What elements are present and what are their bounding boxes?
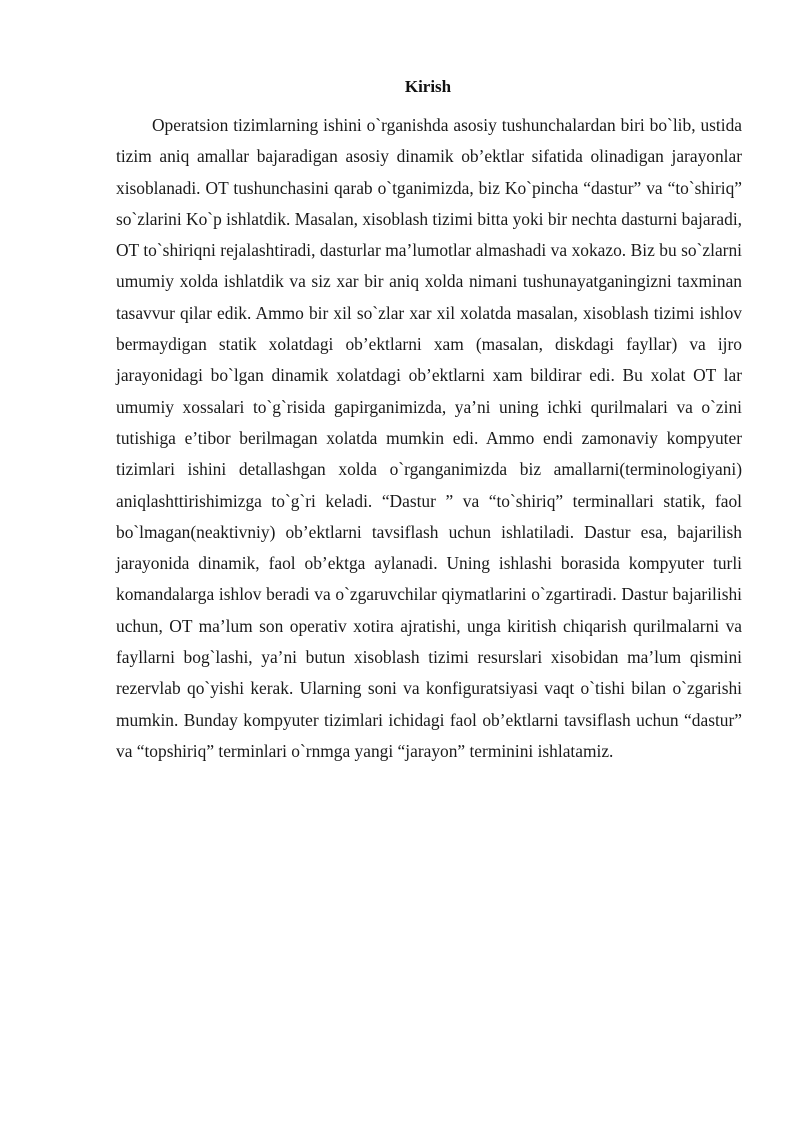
page-title: Kirish (404, 77, 452, 96)
body-paragraph: Operatsion tizimlarning ishini o`rganishda asosiy tushunchalardan biri bo`lib, ustida tizim aniq amallar bajaradigan asosiy dinamik ob’ektlar sifatida olinadigan jarayonlar xisoblanadi. OT tushunchasini qarab o`tganimizda, biz Ko`pincha “dastur” va “to`shiriq” so`zlarini Ko`p ishlatdik. Masalan, xisoblash tizimi bitta yoki bir nechta dasturni bajaradi, OT to`shiriqni rejalashtiradi, dasturlar ma’lumotlar almashadi va xokazo. Biz bu so`zlarni umumiy xolda ishlatdik va siz xar bir aniq xolda nimani tushunayatganingizni taxminan tasavvur qilar edik. Ammo bir xil so`zlar xar xil xolatda masalan, xisoblash tizimi ishlov bermaydigan statik xolatdagi ob’ektlarni xam (masalan, diskdagi fayllar) va ijro jarayonidagi bo`lgan dinamik xolatdagi ob’ektlarni xam bildirar edi. Bu xolat OT lar umumiy xossalari to`g`risida gapirganimizda, ya’ni uning ichki qurilmalari va o`zini tutishiga e’tibor berilmagan xolatda mumkin edi. Ammo endi zamonaviy kompyuter tizimlari ishini detallashgan xolda o`rganganimizda biz amallarni(terminologiyani) aniqlashttirishimizga to`g`ri keladi. “Dastur ” va “to`shiriq” terminallari statik, faol bo`lmagan(neaktivniy) ob’ektlarni tavsiflash uchun ishlatiladi. Dastur esa, bajarilish jarayonida dinamik, faol ob’ektga aylanadi. Uning ishlashi borasida kompyuter turli komandalarga ishlov beradi va o`zgaruvchilar qiymatlarini o`zgartiradi. Dastur bajarilishi uchun, OT ma’lum son operativ xotira ajratishi, unga kiritish chiqarish qurilmalarni va fayllarni bog`lashi, ya’ni butun xisoblash tizimi resurslari xisobidan ma’lum qismini rezervlab qo`yishi kerak. Ularning soni va konfiguratsiyasi vaqt o`tishi bilan o`zgarishi mumkin. Bunday kompyuter tizimlari ichidagi faol ob’ektlarni tavsiflash uchun “dastur” va “topshiriq” terminlari o`rnmga yangi “jarayon” terminini ishlatamiz. (116, 115, 742, 761)
